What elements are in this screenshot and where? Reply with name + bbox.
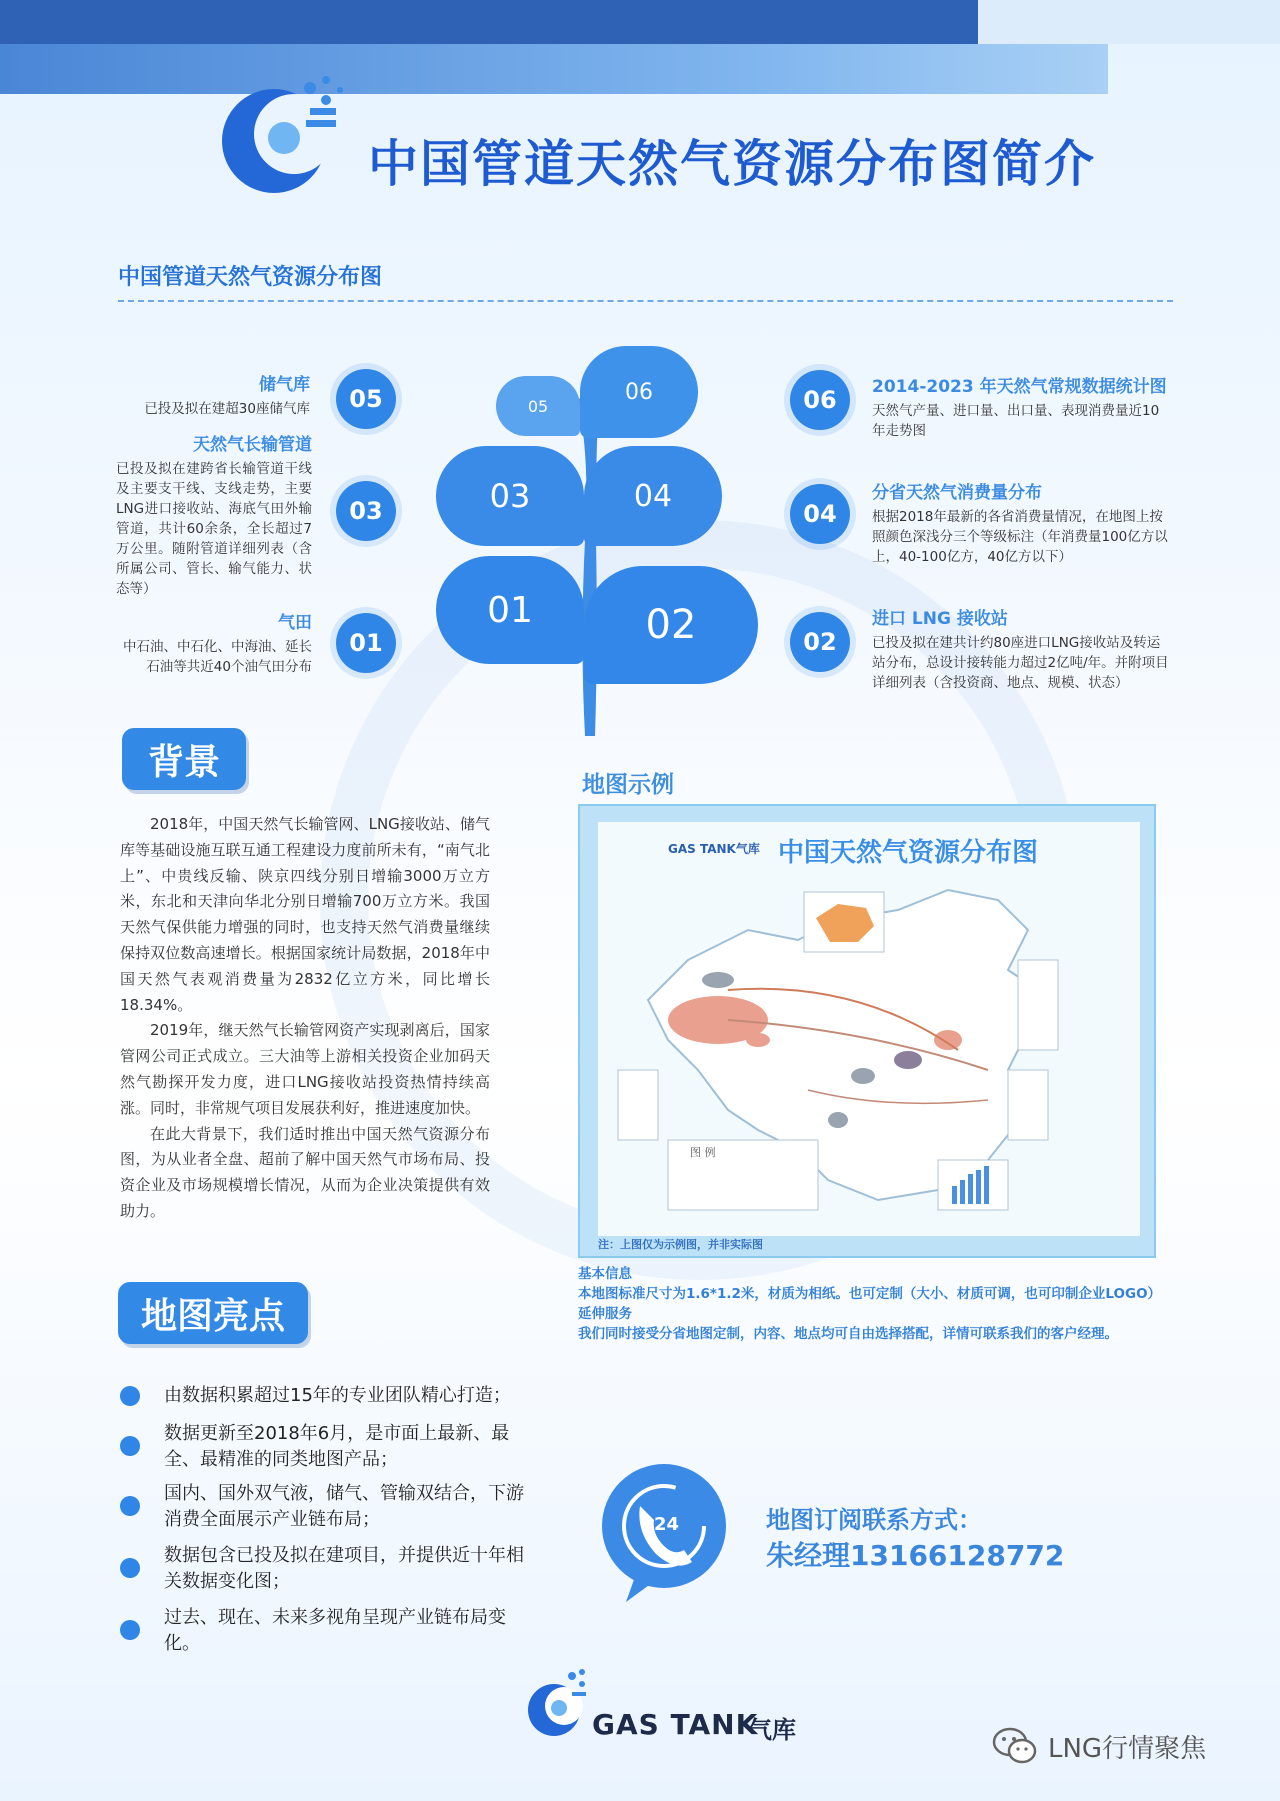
section-title: 中国管道天然气资源分布图 <box>118 265 383 290</box>
tree-node-02: 02 <box>584 566 758 684</box>
feature-consumption <box>872 478 1172 567</box>
phone-24-icon <box>596 1462 736 1608</box>
contact-label: 地图订阅联系方式： <box>766 1506 982 1534</box>
feature-number-circle: 04 <box>790 484 850 544</box>
contact-phone[interactable]: 朱经理13166128772 <box>766 1539 1065 1572</box>
footer-brand: GAS TANK <box>592 1708 759 1741</box>
feature-gasfield <box>118 608 312 677</box>
feature-number-circle: 05 <box>336 369 396 429</box>
basic-info-label: 基本信息 <box>578 1266 632 1282</box>
feature-pipeline <box>116 430 312 599</box>
feature-title: 分省天然气消费量分布 <box>872 483 1042 503</box>
page-title: 中国管道天然气资源分布图简介 <box>368 135 1096 193</box>
tree-node-01: 01 <box>436 556 584 664</box>
highlight-bullet <box>120 1386 140 1406</box>
feature-desc: 中石油、中石化、中海油、延长石油等共近40个油气田分布 <box>123 639 312 675</box>
feature-title: 2014-2023 年天然气常规数据统计图 <box>872 377 1167 397</box>
wechat-account: LNG行情聚焦 <box>1048 1734 1207 1764</box>
section-divider <box>118 300 1173 302</box>
background-paragraph: 在此大背景下，我们适时推出中国天然气资源分布图，为从业者全盘、超前了解中国天然气市场布局、投资企业及市场规模增长情况，从而为企业决策提供有效助力。 <box>120 1124 490 1220</box>
highlight-item: 过去、现在、未来多视角呈现产业链布局变化。 <box>164 1607 506 1654</box>
phone-24-label: 24 <box>654 1514 680 1535</box>
tree-node-03: 03 <box>436 446 584 546</box>
footer-logo-icon <box>524 1664 594 1740</box>
footer-brand-cn: 气库 <box>748 1716 796 1744</box>
gastank-logo-icon <box>214 56 354 196</box>
basic-info <box>578 1264 1218 1344</box>
map-brand: GAS TANK气库 <box>668 842 760 856</box>
feature-number-circle: 01 <box>336 613 396 673</box>
top-bar-dark <box>0 0 978 44</box>
extension-label: 延伸服务 <box>578 1306 632 1322</box>
feature-stats <box>872 372 1172 441</box>
feature-storage <box>110 370 310 419</box>
highlight-bullet <box>120 1496 140 1516</box>
background-paragraph: 2018年，中国天然气长输管网、LNG接收站、储气库等基础设施互联互通工程建设力度前所未有，“南气北上”、中贵线反输、陕京四线分别日增输3000万立方米，东北和天津向华北分别日增输700万立方米。我国天然气保供能力增强的同时，也支持天然气消费量继续保持双位数高速增长。根据国家统计局数据，2018年中国天然气表观消费量为2832亿立方米，同比增长18.34%。 <box>120 815 490 1014</box>
highlight-item: 数据包含已投及拟在建项目，并提供近十年相关数据变化图； <box>164 1545 524 1592</box>
feature-desc: 根据2018年最新的各省消费量情况，在地图上按照颜色深浅分三个等级标注（年消费量100亿方以上，40-100亿方，40亿方以下） <box>872 509 1168 565</box>
basic-info-text: 本地图标准尺寸为1.6*1.2米，材质为相纸。也可定制（大小、材质可调，也可印制企业LOGO） <box>578 1286 1162 1302</box>
feature-number-circle: 02 <box>790 612 850 672</box>
extension-text: 我们同时接受分省地图定制，内容、地点均可自由选择搭配，详情可联系我们的客户经理。 <box>578 1326 1118 1342</box>
map-legend-title: 图 例 <box>690 1146 716 1159</box>
background-paragraph: 2019年，继天然气长输管网资产实现剥离后，国家管网公司正式成立。三大油等上游相关投资企业加码天然气勘探开发力度，进口LNG接收站投资热情持续高涨。同时，非常规气项目发展获利好，推进速度加快。 <box>120 1021 490 1117</box>
feature-title: 储气库 <box>259 375 310 395</box>
wechat-icon <box>990 1726 1040 1766</box>
highlight-bullet <box>120 1558 140 1578</box>
highlight-item: 国内、国外双气液，储气、管输双结合，下游消费全面展示产业链布局； <box>164 1483 524 1530</box>
map-title: 中国天然气资源分布图 <box>778 838 1039 868</box>
map-note: 注：上图仅为示例图，并非实际图 <box>598 1238 763 1251</box>
highlight-bullet <box>120 1620 140 1640</box>
feature-title: 天然气长输管道 <box>193 435 312 455</box>
feature-number-circle: 03 <box>336 481 396 541</box>
feature-desc: 已投及拟在建共计约80座进口LNG接收站及转运站分布，总设计接转能力超过2亿吨/年。并附项目详细列表（含投资商、地点、规模、状态） <box>872 635 1169 691</box>
feature-lng-terminal <box>872 604 1172 693</box>
map-example-image <box>598 822 1140 1236</box>
feature-desc: 已投及拟在建超30座储气库 <box>144 401 310 417</box>
top-bar-light <box>978 0 1280 44</box>
tree-node-04: 04 <box>584 446 722 546</box>
background-text <box>120 812 490 1225</box>
highlight-item: 数据更新至2018年6月，是市面上最新、最全、最精准的同类地图产品； <box>164 1423 510 1470</box>
feature-desc: 已投及拟在建跨省长输管道干线及主要支干线、支线走势，主要LNG进口接收站、海底气田外输管道，共计60余条，全长超过7万公里。随附管道详细列表（含所属公司、管长、输气能力、状态等） <box>116 461 312 597</box>
china-map-icon <box>608 870 1128 1226</box>
feature-title: 进口 LNG 接收站 <box>872 609 1008 629</box>
feature-title: 气田 <box>278 613 312 633</box>
background-badge: 背景 <box>122 728 246 790</box>
highlight-item: 由数据积累超过15年的专业团队精心打造； <box>164 1385 511 1406</box>
highlight-bullet <box>120 1436 140 1456</box>
top-bar-gradient <box>0 44 1108 94</box>
feature-number-circle: 06 <box>790 370 850 430</box>
feature-desc: 天然气产量、进口量、出口量、表现消费量近10年走势图 <box>872 403 1160 439</box>
highlights-badge: 地图亮点 <box>118 1282 308 1344</box>
tree-node-05: 05 <box>496 376 580 436</box>
map-example-title: 地图示例 <box>582 772 674 798</box>
tree-node-06: 06 <box>580 346 698 438</box>
